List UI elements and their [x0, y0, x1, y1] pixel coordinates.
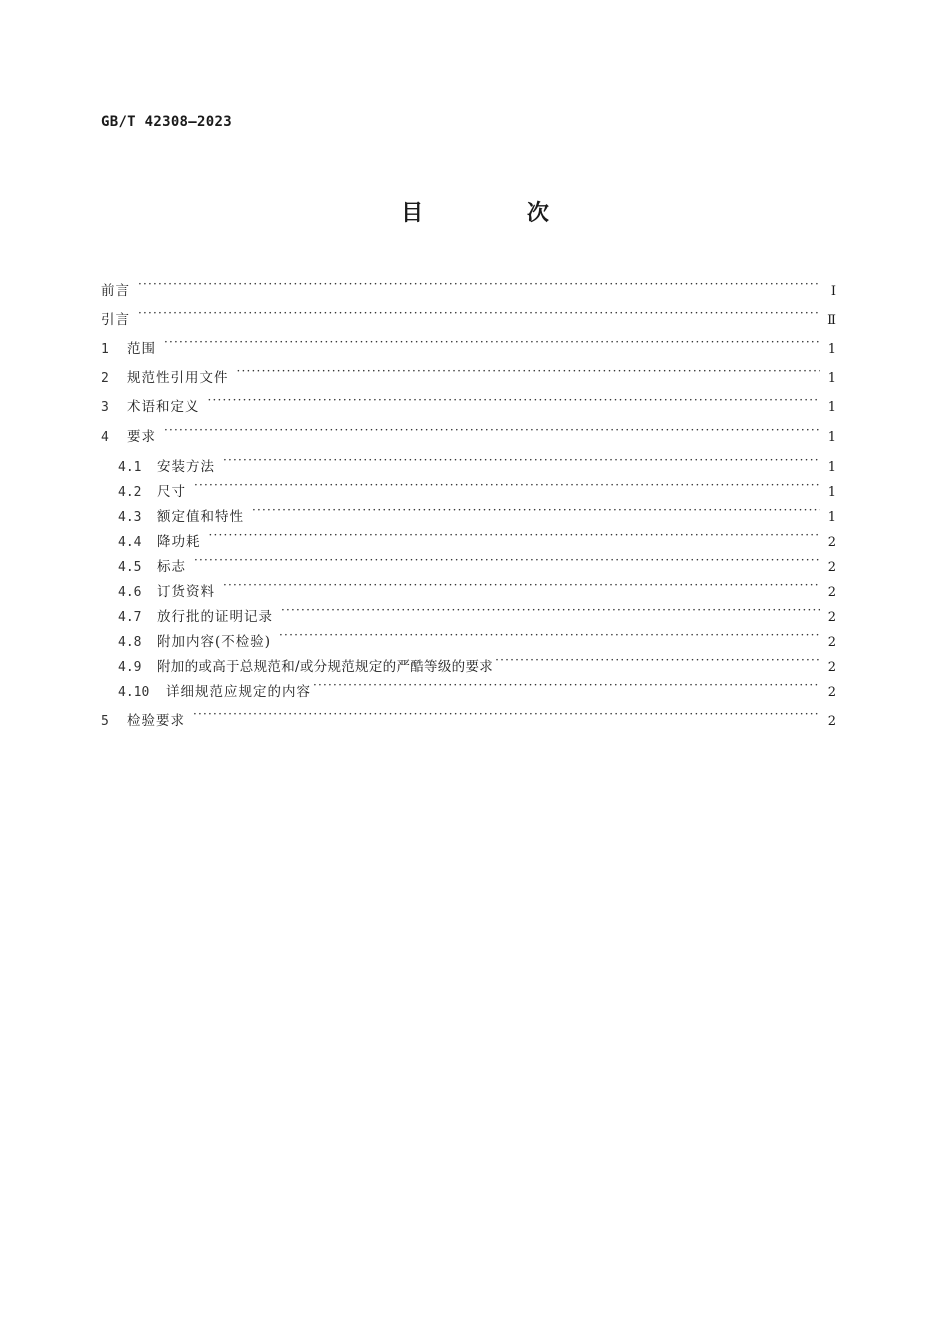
toc-entry-number: 5 [101, 714, 109, 729]
toc-entry-label: 放行批的证明记录 [157, 609, 273, 625]
toc-leader-dots [223, 449, 820, 471]
toc-entry-number: 4.1 [118, 460, 142, 475]
toc-entry-4-4[interactable] [118, 524, 836, 550]
toc-entry-foreword[interactable] [101, 273, 836, 299]
toc-entry-page: 2 [827, 585, 836, 600]
toc-entry-page: 2 [827, 685, 836, 700]
toc-entry-number: 4.7 [118, 610, 142, 625]
toc-leader-dots [164, 331, 820, 353]
toc-entry-5[interactable] [101, 703, 836, 729]
toc-entry-number: 4 [101, 430, 109, 445]
toc-entry-label: 检验要求 [127, 713, 185, 729]
toc-entry-number: 4.10 [118, 685, 150, 700]
toc-entry-label: 降功耗 [157, 534, 201, 550]
toc-entry-page: 1 [827, 342, 836, 357]
toc-entry-4-10[interactable] [118, 674, 836, 700]
toc-leader-dots [281, 599, 820, 621]
toc-entry-page: 2 [827, 610, 836, 625]
toc-entry-number: 1 [101, 342, 109, 357]
toc-entry-label: 要求 [127, 429, 156, 445]
toc-entry-label: 术语和定义 [127, 399, 200, 415]
toc-entry-number: 2 [101, 371, 109, 386]
toc-leader-dots [208, 389, 821, 411]
toc-entry-page: Ⅱ [827, 313, 836, 328]
toc-leader-dots [237, 360, 821, 382]
toc-entry-label: 标志 [157, 559, 186, 575]
toc-entry-page: 2 [827, 560, 836, 575]
toc-entry-label: 安装方法 [157, 459, 215, 475]
toc-entry-page: Ⅰ [830, 284, 836, 299]
toc-entry-number: 4.8 [118, 635, 142, 650]
toc-entry-number: 3 [101, 400, 109, 415]
toc-entry-number: 4.3 [118, 510, 142, 525]
toc-entry-page: 2 [827, 714, 836, 729]
toc-entry-page: 1 [827, 460, 836, 475]
toc-entry-label: 额定值和特性 [157, 509, 244, 525]
toc-entry-4-8[interactable] [118, 624, 836, 650]
toc-entry-label: 前言 [101, 283, 130, 299]
toc-entry-label: 订货资料 [157, 584, 215, 600]
toc-leader-dots [193, 703, 820, 725]
toc-leader-dots [194, 474, 820, 496]
toc-entry-4-3[interactable] [118, 499, 836, 525]
toc-entry-label: 引言 [101, 312, 130, 328]
toc-entry-page: 1 [827, 485, 836, 500]
toc-entry-4[interactable] [101, 419, 836, 445]
toc-entry-number: 4.6 [118, 585, 142, 600]
toc-leader-dots [279, 624, 820, 646]
toc-entry-label: 范围 [127, 341, 156, 357]
toc-entry-number: 4.4 [118, 535, 142, 550]
toc-leader-dots [194, 549, 820, 571]
toc-entry-3[interactable] [101, 389, 836, 415]
toc-leader-dots [223, 574, 820, 596]
toc-entry-page: 1 [827, 510, 836, 525]
toc-leader-dots [495, 649, 820, 671]
toc-entry-number: 4.2 [118, 485, 142, 500]
toc-entry-4-6[interactable] [118, 574, 836, 600]
toc-entry-4-5[interactable] [118, 549, 836, 575]
toc-entry-page: 1 [827, 371, 836, 386]
toc-entry-page: 2 [827, 535, 836, 550]
toc-leader-dots [164, 419, 820, 441]
toc-entry-label: 规范性引用文件 [127, 370, 229, 386]
document-code: GB/T 42308—2023 [101, 114, 232, 130]
toc-entry-page: 1 [827, 400, 836, 415]
toc-entry-page: 2 [827, 660, 836, 675]
toc-entry-label: 附加的或高于总规范和/或分规范规定的严酷等级的要求 [157, 659, 494, 675]
toc-entry-4-2[interactable] [118, 474, 836, 500]
toc-leader-dots [138, 302, 820, 324]
toc-leader-dots [252, 499, 820, 521]
toc-entry-label: 详细规范应规定的内容 [166, 684, 311, 700]
toc-entry-1[interactable] [101, 331, 836, 357]
toc-leader-dots [209, 524, 821, 546]
toc-entry-page: 1 [827, 430, 836, 445]
toc-leader-dots [138, 273, 820, 295]
toc-entry-introduction[interactable] [101, 302, 836, 328]
toc-entry-4-1[interactable] [118, 449, 836, 475]
toc-entry-label: 尺寸 [157, 484, 186, 500]
toc-entry-page: 2 [827, 635, 836, 650]
toc-entry-4-7[interactable] [118, 599, 836, 625]
toc-entry-label: 附加内容(不检验) [157, 634, 272, 650]
toc-entry-number: 4.5 [118, 560, 142, 575]
toc-entry-2[interactable] [101, 360, 836, 386]
toc-leader-dots [313, 674, 820, 696]
toc-entry-4-9[interactable] [118, 649, 836, 675]
toc-entry-number: 4.9 [118, 660, 142, 675]
toc-title: 目 次 [401, 201, 597, 226]
